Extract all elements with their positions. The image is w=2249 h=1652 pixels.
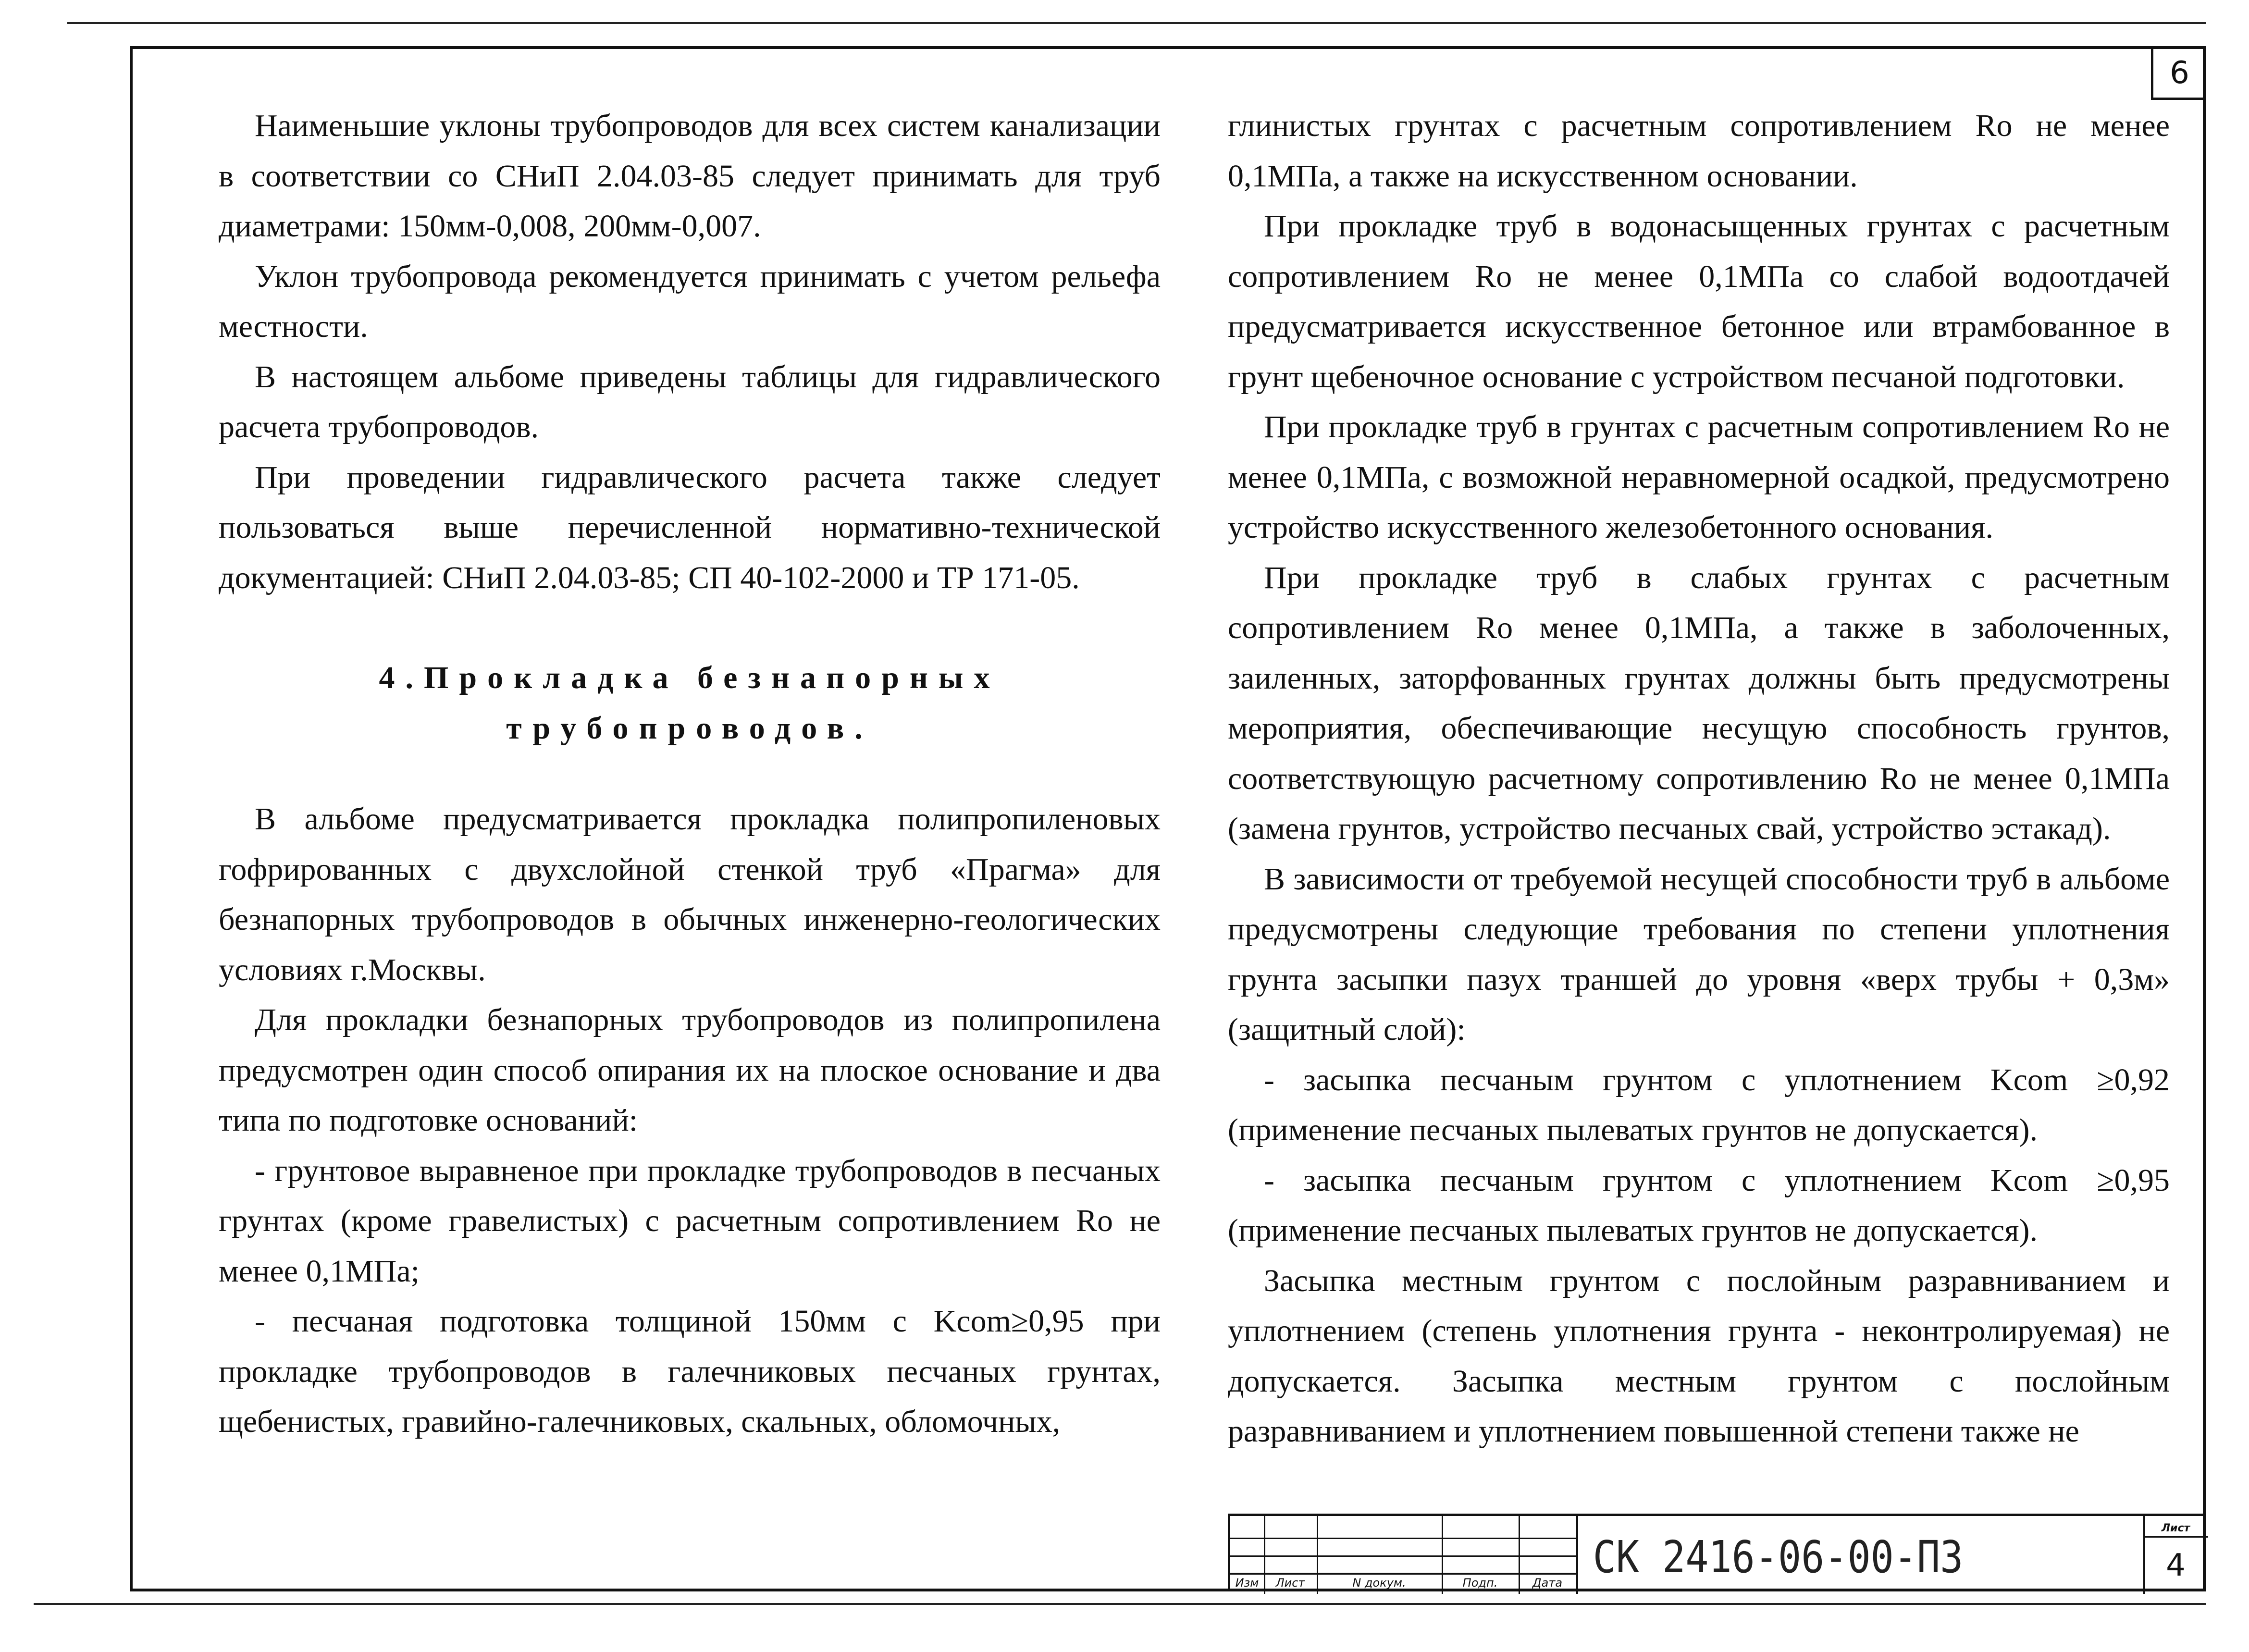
label-izm: Изм — [1235, 1576, 1259, 1590]
sheet-label: Лист — [2161, 1522, 2190, 1534]
top-border-line — [67, 22, 2206, 24]
paragraph: При проведении гидравлического расчета также следует пользоваться выше перечисленной нормативно-технической документацией: СНиП 2.04.03-85; СП 40-102-2000 и ТР 171-05. — [219, 459, 1161, 595]
label-n-dokum: N докум. — [1352, 1576, 1406, 1590]
label-data: Дата — [1532, 1576, 1563, 1590]
label-list: Лист — [1275, 1576, 1305, 1590]
paragraph: В настоящем альбоме приведены таблицы для гидравлического расчета трубопроводов. — [219, 359, 1161, 444]
paragraph: При прокладке труб в водонасыщенных грунтах с расчетным сопротивлением Ro не менее 0,1МПа со слабой водоотдачей предусматривается искусственное бетонное или втрамбованное в грунт щебеночное основание с устройством песчаной подготовки. — [1228, 209, 2170, 395]
section-heading-line2: трубопроводов. — [506, 710, 873, 746]
paragraph: - засыпка песчаным грунтом с уплотнением Kcom ≥0,92 (применение песчаных пылеватых грунтов не допускается). — [1228, 1062, 2170, 1147]
title-block — [1228, 1514, 2206, 1591]
paragraph: При прокладке труб в грунтах с расчетным сопротивлением Ro не менее 0,1МПа, с возможной неравномерной осадкой, предусмотрено устройство искусственного железобетонного основания. — [1228, 409, 2170, 545]
right-text-column — [1228, 101, 2170, 1457]
paragraph: Засыпка местным грунтом с послойным разравниванием и уплотнением (степень уплотнения грунта - неконтролируемая) не допускается. Засыпка местным грунтом с послойным разравниванием и уплотнением повышенной степени также не — [1228, 1263, 2170, 1449]
paragraph: - песчаная подготовка толщиной 150мм с Kcom≥0,95 при прокладке трубопроводов в галечниковых песчаных грунтах, щебенистых, гравийно-галечниковых, скальных, обломочных, — [219, 1304, 1161, 1439]
paragraph: - засыпка песчаным грунтом с уплотнением Kcom ≥0,95 (применение песчаных пылеватых грунтов не допускается). — [1228, 1162, 2170, 1248]
section-heading-line1: 4.Прокладка безнапорных — [379, 660, 1001, 695]
paragraph: глинистых грунтах с расчетным сопротивлением Ro не менее 0,1МПа, а также на искусственном основании. — [1228, 108, 2170, 194]
paragraph: Наименьшие уклоны трубопроводов для всех систем канализации в соответствии со СНиП 2.04.03-85 следует принимать для труб диаметрами: 150мм-0,008, 200мм-0,007. — [219, 108, 1161, 244]
paragraph: В зависимости от требуемой несущей способности труб в альбоме предусмотрены следующие требования по степени уплотнения грунта засыпки пазух траншей до уровня «верх трубы + 0,3м» (защитный слой): — [1228, 861, 2170, 1047]
bottom-border-line — [34, 1603, 2206, 1605]
label-podp: Подп. — [1462, 1576, 1498, 1590]
paragraph: Уклон трубопровода рекомендуется принимать с учетом рельефа местности. — [219, 259, 1161, 344]
paragraph: В альбоме предусматривается прокладка полипропиленовых гофрированных с двухслойной стенкой труб «Прагма» для безнапорных трубопроводов в обычных инженерно-геологических условиях г.Москвы. — [219, 801, 1161, 987]
document-code: СК 2416-06-00-ПЗ — [1593, 1531, 1964, 1583]
left-text-column — [219, 101, 1161, 1447]
top-sheet-number: 6 — [2151, 48, 2206, 100]
sheet-number: 4 — [2166, 1548, 2186, 1583]
paragraph: Для прокладки безнапорных трубопроводов из полипропилена предусмотрен один способ опирания их на плоское основание и два типа по подготовке оснований: — [219, 1002, 1161, 1138]
paragraph: - грунтовое выравненое при прокладке трубопроводов в песчаных грунтах (кроме гравелистых) с расчетным сопротивлением Ro не менее 0,1МПа; — [219, 1153, 1161, 1289]
paragraph: При прокладке труб в слабых грунтах с расчетным сопротивлением Ro менее 0,1МПа, а также в заболоченных, заиленных, заторфованных грунтах должны быть предусмотрены мероприятия, обеспечивающие несущую способность грунтов, соответствующую расчетному сопротивлению Ro не менее 0,1МПа (замена грунтов, устройство песчаных свай, устройство эстакад). — [1228, 560, 2170, 846]
